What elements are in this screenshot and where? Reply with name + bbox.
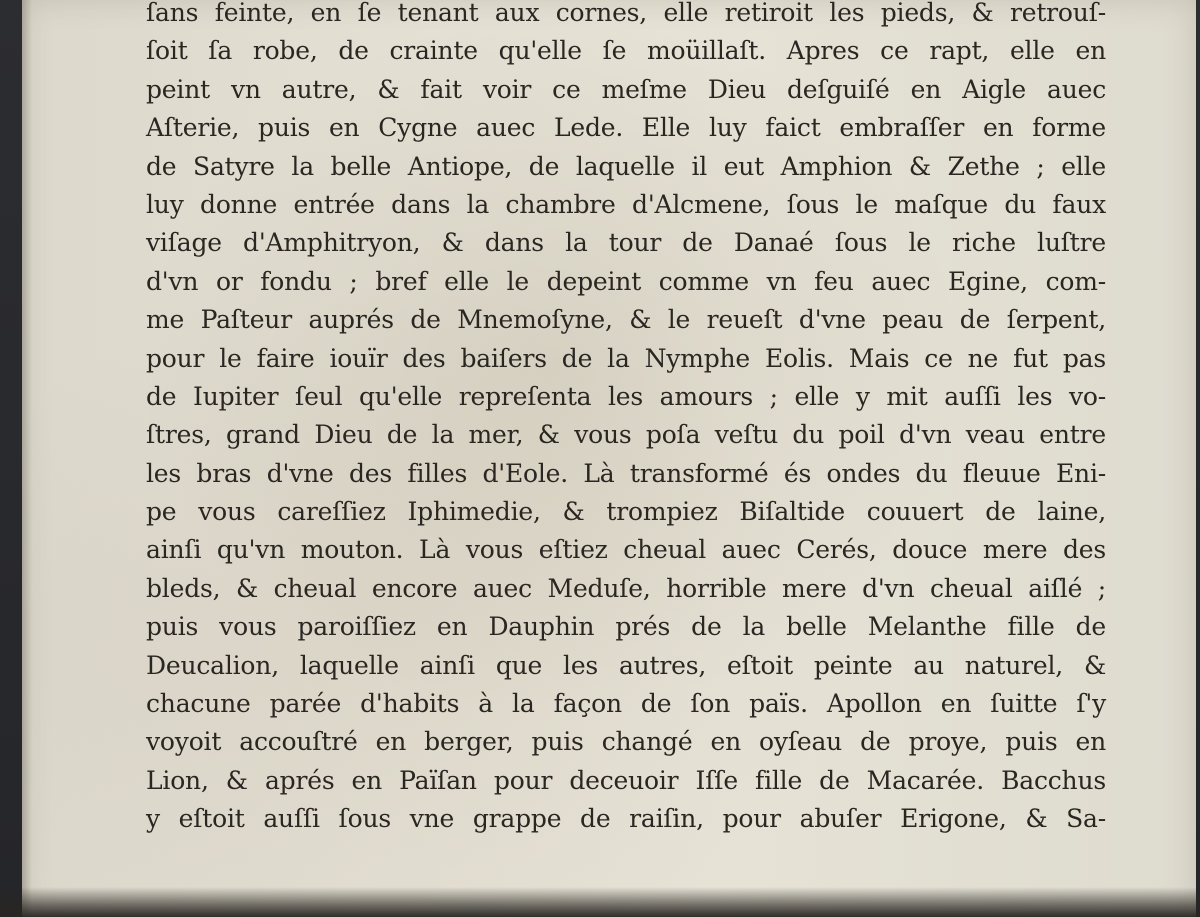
text-line: puis vous paroiſſiez en Dauphin prés de la belle Melanthe fille de — [146, 612, 1106, 642]
printed-page — [22, 0, 1196, 917]
text-line: y eſtoit auſſi ſous vne grappe de raiſin, pour abuſer Erigone, & Sa- — [146, 804, 1106, 834]
text-line: luy donne entrée dans la chambre d'Alcmene, ſous le maſque du faux — [146, 189, 1106, 219]
text-line: viſage d'Amphitryon, & dans la tour de Danaé ſous le riche luſtre — [146, 228, 1106, 258]
text-line: chacune parée d'habits à la façon de ſon païs. Apollon en ſuitte ſ'y — [146, 689, 1106, 719]
text-line: ſoit ſa robe, de crainte qu'elle ſe moüillaſt. Apres ce rapt, elle en — [146, 36, 1106, 66]
text-line: de Satyre la belle Antiope, de laquelle il eut Amphion & Zethe ; elle — [146, 151, 1106, 181]
text-line: d'vn or fondu ; bref elle le depeint comme vn feu auec Egine, com- — [146, 266, 1106, 296]
text-line: Deucalion, laquelle ainſi que les autres, eſtoit peinte au naturel, & — [146, 650, 1106, 680]
bottom-shadow — [0, 887, 1200, 917]
text-line: Lion, & aprés en Païſan pour deceuoir Iſſe fille de Macarée. Bacchus — [146, 765, 1106, 795]
text-line: ſans feinte, en ſe tenant aux cornes, elle retiroit les pieds, & retrouſ- — [146, 0, 1106, 27]
text-line: Aſterie, puis en Cygne auec Lede. Elle luy faict embraſſer en forme — [146, 113, 1106, 143]
text-line: pe vous careſſiez Iphimedie, & trompiez Biſaltide couuert de laine, — [146, 497, 1106, 527]
text-line: ainſi qu'vn mouton. Là vous eſtiez cheual auec Cerés, douce mere des — [146, 535, 1106, 565]
text-line: de Iupiter ſeul qu'elle repreſenta les amours ; elle y mit auſſi les vo- — [146, 381, 1106, 411]
text-line: me Paſteur auprés de Mnemoſyne, & le reueſt d'vne peau de ſerpent, — [146, 305, 1106, 335]
text-line: peint vn autre, & fait voir ce meſme Dieu deſguiſé en Aigle auec — [146, 74, 1106, 104]
text-line: voyoit accouſtré en berger, puis changé en oyſeau de proye, puis en — [146, 727, 1106, 757]
text-line: bleds, & cheual encore auec Meduſe, horrible mere d'vn cheual aiſlé ; — [146, 573, 1106, 603]
page-edge-shadow — [22, 0, 32, 917]
body-text — [146, 0, 1106, 839]
text-line: les bras d'vne des filles d'Eole. Là transformé és ondes du fleuue Eni- — [146, 458, 1106, 488]
text-line: ſtres, grand Dieu de la mer, & vous poſa veſtu du poil d'vn veau entre — [146, 420, 1106, 450]
text-line: pour le faire iouïr des baiſers de la Nymphe Eolis. Mais ce ne fut pas — [146, 343, 1106, 373]
